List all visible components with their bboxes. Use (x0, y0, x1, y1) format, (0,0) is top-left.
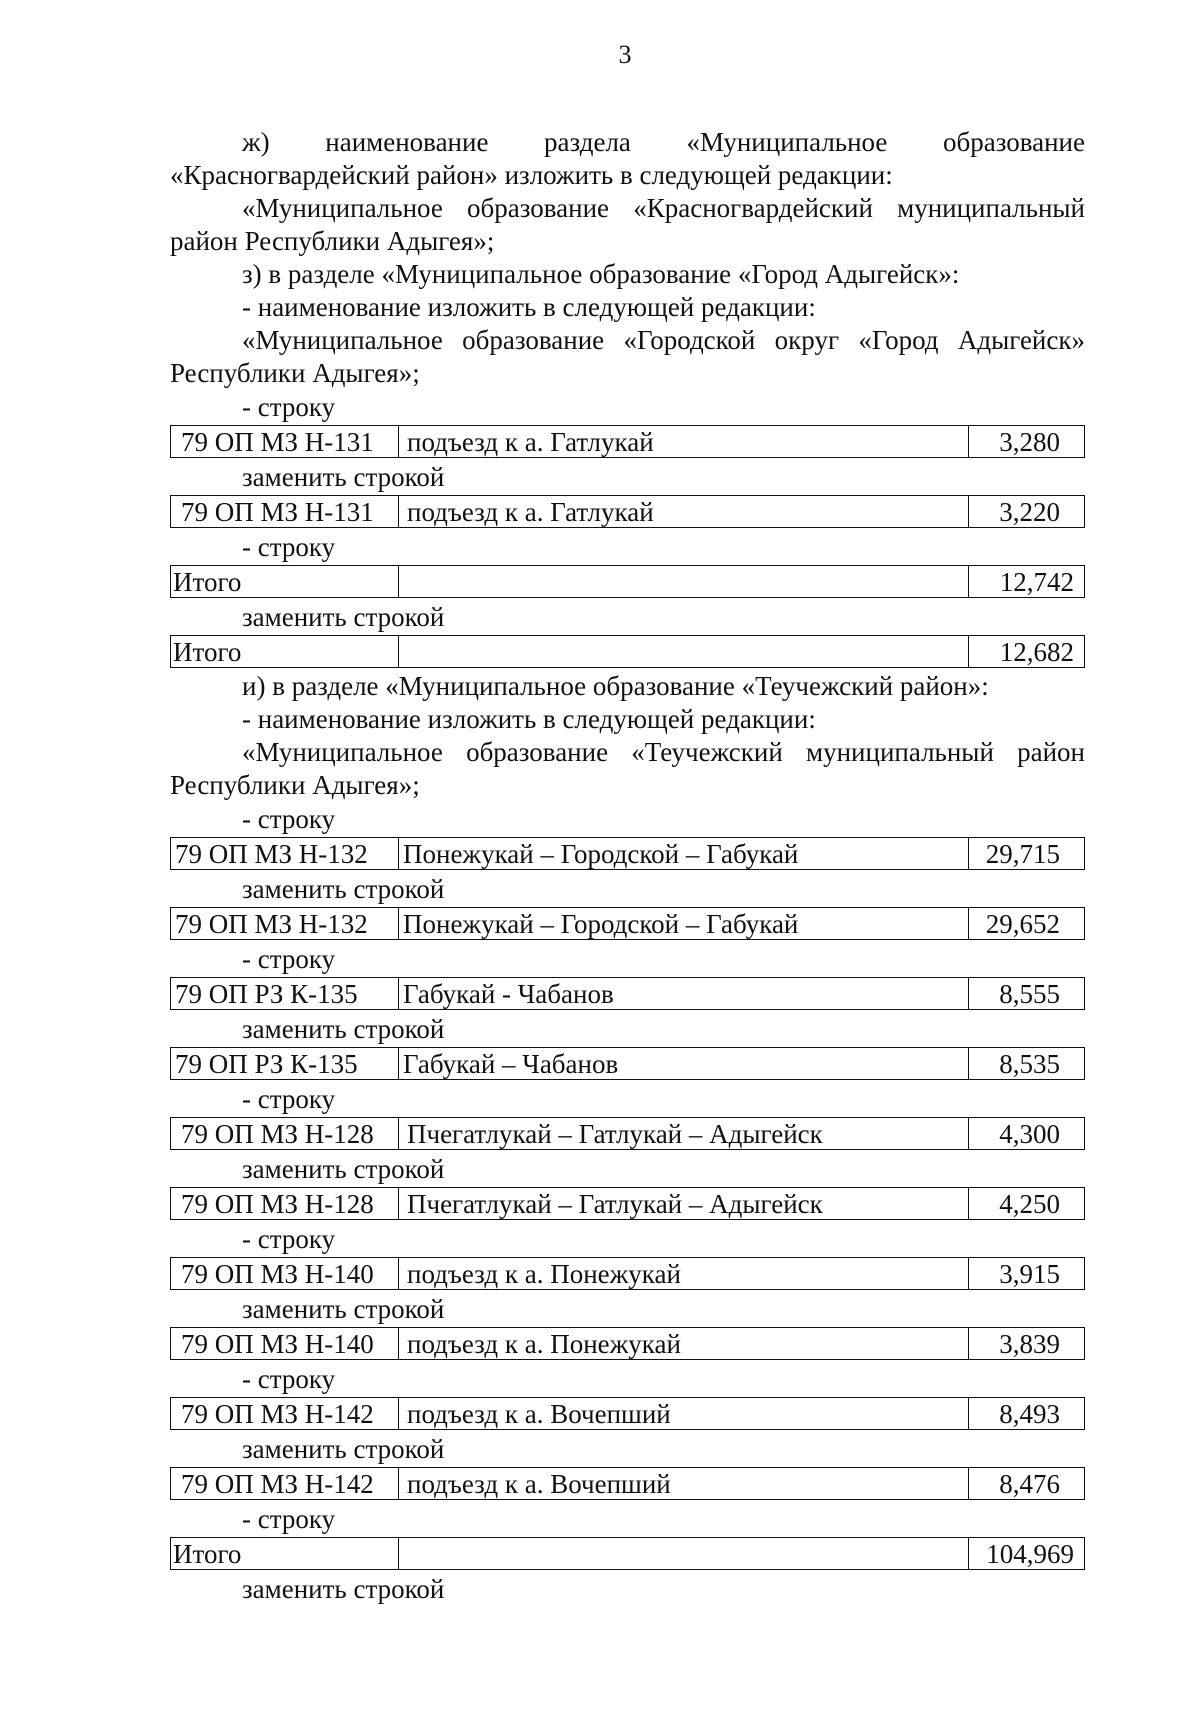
empty-cell (399, 636, 969, 667)
paragraph-teuchezh-name-line2: Республики Адыгея»; (170, 770, 420, 800)
replace-label: заменить строкой (242, 602, 445, 632)
road-name: Понежукай – Городской – Габукай (399, 908, 969, 939)
replace-label: заменить строкой (242, 462, 445, 492)
road-name: Габукай – Чабанов (399, 1048, 969, 1079)
table-row-total (170, 565, 1085, 598)
table-row (170, 837, 1085, 870)
table-row (170, 1467, 1085, 1500)
road-code: 79 ОП МЗ Н-132 (171, 838, 399, 869)
road-code: 79 ОП РЗ К-135 (171, 978, 399, 1009)
table-row (170, 1117, 1085, 1150)
road-name: подъезд к а. Вочепший (399, 1398, 969, 1429)
road-length: 29,715 (985, 839, 1060, 869)
table-row (170, 977, 1085, 1010)
paragraph-i: и) в разделе «Муниципальное образование «Теучежский район»: (242, 671, 989, 701)
paragraph-zh-line2: «Красногвардейский район» изложить в следующей редакции: (170, 160, 893, 190)
road-length: 4,250 (999, 1189, 1060, 1219)
page-number: 3 (618, 40, 632, 69)
paragraph-zh-line1: ж) наименование раздела «Муниципальное образование (242, 127, 1085, 157)
paragraph-name-edit-1: - наименование изложить в следующей редакции: (242, 292, 816, 322)
table-row (170, 1187, 1085, 1220)
road-code: 79 ОП МЗ Н-128 (171, 1188, 399, 1219)
road-name: подъезд к а. Гатлукай (399, 426, 969, 457)
road-code: 79 ОП МЗ Н-140 (171, 1328, 399, 1359)
paragraph-krasnogvard-name-line2: район Республики Адыгея»; (170, 226, 495, 256)
paragraph-z: з) в разделе «Муниципальное образование «Город Адыгейск»: (242, 259, 960, 289)
row-label: - строку (242, 1084, 336, 1114)
paragraph-teuchezh-name-line1: «Муниципальное образование «Теучежский муниципальный район (242, 737, 1085, 767)
road-code: 79 ОП МЗ Н-131 (171, 496, 399, 527)
road-length: 4,300 (999, 1119, 1060, 1149)
road-name: Пчегатлукай – Гатлукай – Адыгейск (399, 1188, 969, 1219)
row-label: - строку (242, 804, 336, 834)
road-code: 79 ОП МЗ Н-132 (171, 908, 399, 939)
road-name: Понежукай – Городской – Габукай (399, 838, 969, 869)
table-row (170, 907, 1085, 940)
road-length: 3,280 (999, 427, 1060, 457)
total-label: Итого (171, 636, 399, 667)
road-code: 79 ОП МЗ Н-131 (171, 426, 399, 457)
empty-cell (399, 1538, 969, 1569)
document-body (170, 126, 1085, 1605)
table-row (170, 1257, 1085, 1290)
replace-label: заменить строкой (242, 1154, 445, 1184)
total-label: Итого (171, 1538, 399, 1569)
row-label: - строку (242, 944, 336, 974)
table-row-total (170, 635, 1085, 668)
road-code: 79 ОП МЗ Н-128 (171, 1118, 399, 1149)
paragraph-adygeysk-name-line1: «Муниципальное образование «Городской округ «Город Адыгейск» (242, 325, 1085, 355)
road-name: подъезд к а. Вочепший (399, 1468, 969, 1499)
total-label: Итого (171, 566, 399, 597)
empty-cell (399, 566, 969, 597)
table-row (170, 1047, 1085, 1080)
road-name: Пчегатлукай – Гатлукай – Адыгейск (399, 1118, 969, 1149)
replace-label: заменить строкой (242, 874, 445, 904)
total-value: 104,969 (986, 1539, 1074, 1569)
road-length: 8,476 (999, 1469, 1060, 1499)
total-value: 12,682 (999, 637, 1074, 667)
table-row (170, 425, 1085, 458)
row-label: - строку (242, 532, 336, 562)
row-label: - строку (242, 1364, 336, 1394)
road-length: 8,493 (999, 1399, 1060, 1429)
road-code: 79 ОП МЗ Н-142 (171, 1468, 399, 1499)
road-length: 3,220 (999, 497, 1060, 527)
road-length: 3,915 (999, 1259, 1060, 1289)
replace-label: заменить строкой (242, 1574, 445, 1604)
road-length: 8,535 (999, 1049, 1060, 1079)
road-name: подъезд к а. Понежукай (399, 1328, 969, 1359)
total-value: 12,742 (999, 567, 1074, 597)
table-row (170, 1327, 1085, 1360)
road-length: 8,555 (999, 979, 1060, 1009)
road-name: подъезд к а. Гатлукай (399, 496, 969, 527)
road-code: 79 ОП МЗ Н-142 (171, 1398, 399, 1429)
replace-label: заменить строкой (242, 1014, 445, 1044)
row-label: - строку (242, 1504, 336, 1534)
road-code: 79 ОП МЗ Н-140 (171, 1258, 399, 1289)
replace-label: заменить строкой (242, 1434, 445, 1464)
paragraph-adygeysk-name-line2: Республики Адыгея»; (170, 358, 420, 388)
row-label: - строку (242, 1224, 336, 1254)
table-row-total (170, 1537, 1085, 1570)
table-row (170, 1397, 1085, 1430)
row-label: - строку (242, 392, 336, 422)
road-length: 3,839 (999, 1329, 1060, 1359)
road-length: 29,652 (985, 909, 1060, 939)
road-name: Габукай - Чабанов (399, 978, 969, 1009)
road-name: подъезд к а. Понежукай (399, 1258, 969, 1289)
paragraph-krasnogvard-name-line1: «Муниципальное образование «Красногвардейский муниципальный (242, 193, 1085, 223)
paragraph-name-edit-2: - наименование изложить в следующей редакции: (242, 704, 816, 734)
replace-label: заменить строкой (242, 1294, 445, 1324)
table-row (170, 495, 1085, 528)
road-code: 79 ОП РЗ К-135 (171, 1048, 399, 1079)
